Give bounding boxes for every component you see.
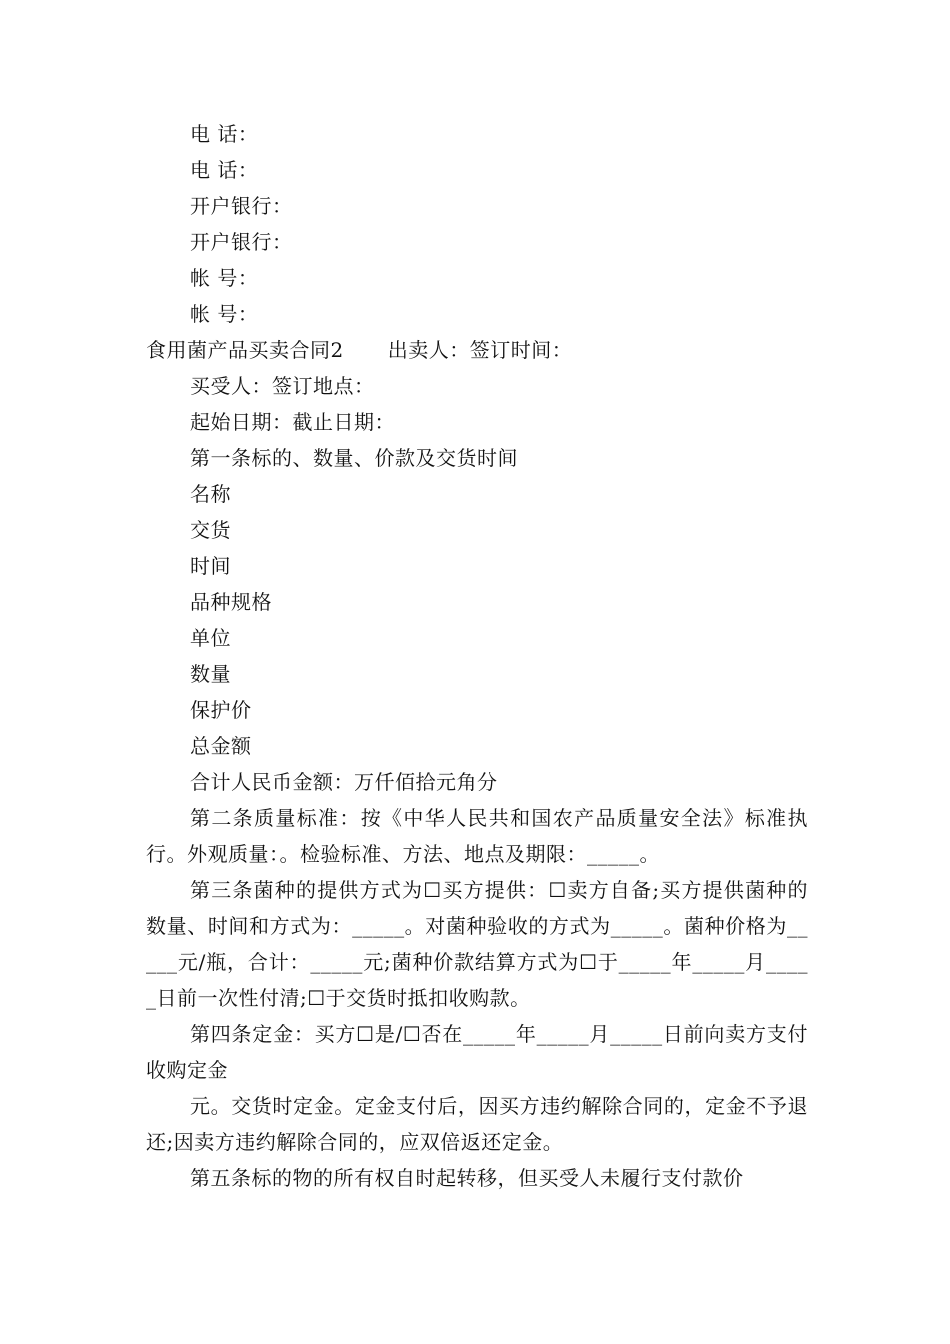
seller-signing-time: 出卖人：签订时间： [387, 338, 573, 362]
account-line: 帐 号： [190, 266, 259, 290]
table-field-spec: 品种规格 [190, 590, 272, 614]
table-field-delivery: 交货 [190, 518, 231, 542]
contract-title: 食用菌产品买卖合同2 [146, 338, 344, 362]
account-line: 帐 号： [190, 302, 259, 326]
bank-line: 开户银行： [190, 230, 293, 254]
article-three-paragraph: 第三条菌种的提供方式为☐买方提供：☐卖方自备;买方提供菌种的数量、时间和方式为：_____。对菌种验收的方式为_____。菌种价格为_____元/瓶，合计：_____元;菌种价款结算方式为☐于_____年_____月_____日前一次性付清;☐于交货时抵扣收购款。 [146, 878, 808, 1010]
table-field-time: 时间 [190, 554, 231, 578]
bank-line: 开户银行： [190, 194, 293, 218]
deposit-paragraph: 元。交货时定金。定金支付后，因买方违约解除合同的，定金不予退还;因卖方违约解除合同的，应双倍返还定金。 [146, 1094, 808, 1154]
date-range-line: 起始日期：截止日期： [190, 410, 395, 434]
table-field-name: 名称 [190, 482, 231, 506]
phone-line: 电 话： [190, 158, 259, 182]
table-field-total: 总金额 [190, 734, 252, 758]
buyer-signing-place: 买受人：签订地点： [190, 374, 375, 398]
phone-line: 电 话： [190, 122, 259, 146]
contract-title-line [146, 332, 808, 368]
article-two-paragraph: 第二条质量标准：按《中华人民共和国农产品质量安全法》标准执行。外观质量：。检验标准、方法、地点及期限：_____。 [146, 806, 808, 866]
article-four-paragraph: 第四条定金：买方☐是/☐否在_____年_____月_____日前向卖方支付收购定金 [146, 1022, 808, 1082]
document-body [146, 116, 808, 1196]
article-five-paragraph: 第五条标的物的所有权自时起转移，但买受人未履行支付款价 [190, 1166, 744, 1190]
total-rmb-line: 合计人民币金额：万仟佰拾元角分 [190, 770, 498, 794]
table-field-protect-price: 保护价 [190, 698, 252, 722]
table-field-quantity: 数量 [190, 662, 231, 686]
table-field-unit: 单位 [190, 626, 231, 650]
article-one-heading: 第一条标的、数量、价款及交货时间 [190, 446, 518, 470]
